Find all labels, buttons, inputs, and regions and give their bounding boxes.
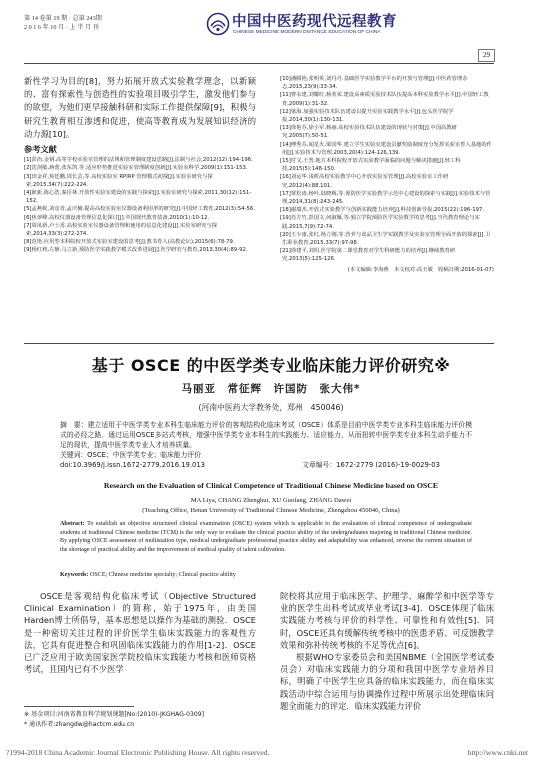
reference-item: [15]付文,王普.地方本科院校开放式实验教学面临的问题与解决措施[J].轻工科技,2015(5):148-150. (280, 158, 461, 173)
keywords-cn: 关键词：OSCE；中医学类专业；临床能力评价 (60, 451, 202, 459)
footnote-rule (24, 706, 134, 707)
reference-item: [7]周凤新,卢士香.高校实验室仪器设备管理和使用的信息化建设[J].实验室研究与探索,2014,33(3):272-274. (24, 222, 218, 238)
footnote-corresponding: * 通讯作者:zhangdw@hactcm.edu.cn (24, 720, 135, 728)
doi: doi:10.3969/j.issn.1672-2779.2016.19.013 (60, 461, 205, 469)
reference-item: [4]耿新,陈心浩,秦臣林.开放性实验室建设的实践与探索[J].实验室研究与探索,2011,30(12):151-152. (24, 190, 252, 205)
journal-subtitle: CHINESE MEDICINE MODERN DISTANCE EDUCATION OF CHINA (233, 30, 381, 35)
body-paragraph: 根据WHO专家委员会和美国NBME（全国医学考试委员会）对临床实践能力的分项和我国中医学专业培养目标，明确了中医学生应具备的临床实践能力，而在临床实践活动中综合运用与协调操作过程中所展示出处理临床问题全面能力的评定．临床实践能力评价 (280, 652, 494, 711)
body-left-column (24, 590, 256, 675)
journal-title: 中国中医药现代远程教育 (232, 14, 397, 30)
reference-item: [21]徐建平,刘玥.医学院第二课堂教育对学生科研能力的培养[J].继续教育研究,2013(5):125-126. (280, 248, 456, 263)
abstract-en-label: Abstract: (60, 521, 85, 527)
reference-item: [9]杨红莉,左静,马立新.预防医学实践教学模式改革进展[J].医学研究与教育,2013,30(4):89-92. (24, 247, 248, 254)
abstract-cn (60, 420, 472, 450)
reference-item: [11]曹永建,刘耀红,杨英荣.建设高素质实验技术队伍提高本科实验教学水平[J].中国轻工教育,2009(1):31-32. (280, 92, 489, 107)
abstract-en (60, 520, 472, 554)
footnote-fund: ※ 基金项目:河南省教育科学规划课题[No:(2010)-JKGHAG-0309] (24, 711, 204, 718)
references-heading: 参考文献 (24, 144, 57, 155)
article-number: 文章编号：1672-2779 (2016)-19-0029-03 (302, 461, 440, 469)
conclusion-paragraph: 新性学习为目的[8]，努力拓展开放式实验教学理念，以新颖的、富有探索性与创造性的实验项目吸引学生，激发他们参与的欲望，为他们更早接触科研和实际工作提供保障[9]，积极与研究生教育相互渗透和促进，使高等教育成为发展知识经济的动力源[10]。 (24, 76, 256, 139)
abstract-cn-text: 摘 要：建立适用于中医学类专业本科生临床能力评价的客观结构化临床考试（OSCE）体系是目前中医学类专业本科生临床能力评价模式的必经之路．通过运用OSCE多站式考核，增强中医学类专业本科生的实践能力、适应能力，从而扭转中医学类专业本科生动手能力不足的现状，提高中医学类专业人才培养质量。 (60, 421, 472, 449)
body-right-column (280, 590, 494, 712)
reference-list-left (24, 156, 256, 254)
reference-item: [3]田金祥,焦廷鹏,周长芸,等.高校实验室 RPIRP 管理模式初探[J].实验室研究与探索,2015,34(7):222-224. (24, 173, 213, 188)
reference-item: [20]王少康,张红,杨立刚,等.营养与食品卫生学实践教学及实验室管理全面开放的探索[J].卫生职业教育,2015,33(7):97-98. (280, 231, 491, 247)
reference-item: [12]梁海.加强实验技术队伍建设以提升实验实践教学水平[J].包头医学院学报,2014,30(1):130-131. (280, 108, 454, 124)
left-top-column (24, 75, 256, 255)
reference-item: [19]肖方竹,彭国文,何淑雁,等.独立学院预防医学实验教学的思考[J].当代教育理论与实践,2015,7(9):72-74. (280, 215, 480, 230)
reference-item: [17]覃松涛,杨叶,陆晓梅,等.预防医学实验教学示范中心建设的探索与实践[J].实验技术与管理,2014,31(8):243-245. (280, 190, 491, 206)
keywords-en (60, 571, 472, 580)
section-divider (24, 343, 494, 344)
reference-item: [2]沈剑敏,蒋蕾,张东凯.等.适应形势推进实验室管理制度创新[J].实验室科学,2009(1):151-153. (24, 165, 248, 172)
reference-item: [18]谢瑞杰.开放式实验教学与创新实践能力培养[J].科技创新导报,2015(22):196-197. (280, 207, 484, 214)
reference-item: [8]范艳.应用型本科院校开放式实验室建设的思考[J].教书育人(高教论坛),2015(6):78-79. (24, 239, 235, 246)
header-rule (24, 63, 494, 64)
reference-item: [1]彭冶,金钢.高等学校实验室管理的法规和管理制度建设思路[J].法制与社会,2012(12):194-196. (24, 157, 253, 164)
reference-list-right (280, 75, 494, 274)
authors-cn: 马丽亚 常征辉 许国防 张大伟* (181, 383, 361, 395)
doc-info (60, 460, 472, 470)
body-paragraph: 院校将其应用于临床医学、护理学、麻醉学和中医学等专业的医学生出科考试或毕业考试[3-4]．OSCE体现了临床实践能力考核与评价的科学性、可靠性和有效性[5]．同时，OSCE还具有缓解传统考核中的医患矛盾、可反馈教学效果和弥补传统考核的不足等优点[6]。 (280, 591, 494, 650)
keywords-en-label: Keywords: (60, 572, 89, 578)
affiliation-en: (Teaching Office, Henan University of Traditional Chinese Medicine, Zhengzhou 450046, China) (142, 507, 400, 514)
abstract-en-text: To establish an objective structured clinical examination (OSCE) system which is applicable to the evaluation of clinical competence of undergraduate students of traditional Chinese medicine (TCM) is the only way to evaluate the clinical practice ability of the undergraduates majoring in traditional Chinese medicine. By applying OSCE assessment of multistation type, medical undergraduate professional practice ability and adaptability was enhanced, reverse the current situation of the shortage of practical ability and the improvement of medical quality of talent cultivation. (60, 521, 472, 553)
reference-item: [6]焦翠峰.高校仪器设备管理信息化探讨[J].中国现代教育装备,2010(1):10-12. (24, 214, 210, 221)
reference-item: [16]刘运华.浅析高校实验教学中心开放实验室管理[J].高校实验室工作研究,2012(4):88,101. (280, 174, 449, 189)
footnotes (24, 710, 254, 729)
keywords-en-text: OSCE; Chinese medicine specialty; Clinical practice ability (89, 572, 236, 578)
edit-note: (本文编辑:李海燕 本文校对:高玉敏 收稿日期:2016-01-07) (347, 266, 494, 273)
copyright-text: ?1994-2018 China Academic Journal Electronic Publishing House. All rights reserved. (6, 748, 270, 757)
reference-item: [14]傅秀芬,闻星火,梁国华.建立学生实验室建设贡献奖励制度充分发挥实验室育人基地的作用[J].实验技术与管理,2003,20(4):124-126,139. (280, 141, 492, 156)
reference-item: [5]孟燕妮,刘彦青,孟庆楠.提高高校实验室仪器设备利用率的研究[J].中国轻工教育,2012(3):54-56. (24, 206, 255, 213)
reference-item: [13]徐艳芬,徐小军,杨丽.高校实验技术队伍建设的现状与对策[J].中国高教研究,2005(7):50-51. (280, 125, 457, 140)
article-title-en: Research on the Evaluation of Clinical Competence of Traditional Chinese Medicine based on OSCE (103, 481, 439, 490)
page-number: 29 (478, 49, 495, 62)
article-title-cn: 基于 OSCE 的中医学类专业临床能力评价研究※ (91, 356, 451, 375)
issue-line-1: 第 14 卷第 19 期 · 总第 243期 (24, 15, 102, 22)
issue-line-2: 2 0 1 6 年 10 月 · 上 半 月 刊 (24, 24, 99, 31)
body-paragraph: OSCE是客观结构化临床考试（Objective Structured Clinical Examination）的简称，始于1975年，由美国Harden博士所倡导，基本思想是以操作为基础的测验．OSCE是一种密切关注过程的评价医学生临床实践能力的客观性方法，它具有促进整合和巩固临床实践能力的作用[1-2]．OSCE已广泛应用于欧美国家医学院校临床实践能力考核和医师资格考试，且国内已有不少医学 (24, 591, 256, 675)
affiliation-cn: (河南中医药大学教务处，郑州 450046) (198, 403, 344, 412)
issue-info (24, 14, 102, 32)
authors-en: MA Liya, CHANG Zhenghui, XU Guofang, ZHANG Dawei (190, 497, 352, 504)
cnki-link[interactable]: http://www.cnki.net (467, 748, 528, 757)
reference-item: [10]潘腾艳,张明英,刘丹丹.基础医学实验教学平台的开放与管理[J].中医药管理杂志,2015,23(9):33-34. (280, 76, 468, 91)
journal-logo-icon (206, 12, 230, 36)
